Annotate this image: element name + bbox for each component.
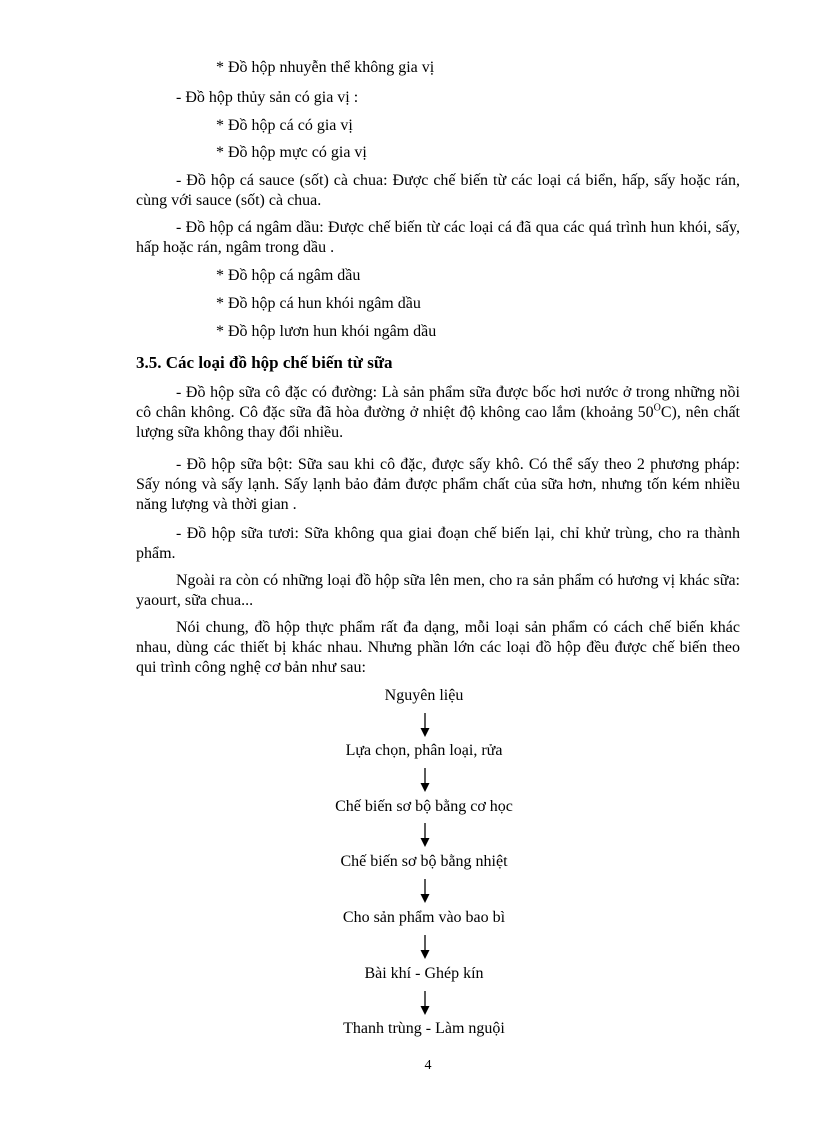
flow-step-bai-khi: Bài khí - Ghép kín xyxy=(364,965,484,982)
down-arrow-icon xyxy=(417,990,433,1016)
item-thuy-san-gia-vi: - Đồ hộp thủy sản có gia vị : xyxy=(176,89,359,106)
sua-co-dac-text-b: C), nên chất lượng sữa không thay đổi nhiều. xyxy=(136,404,741,441)
flow-step-nhiet: Chế biến sơ bộ bằng nhiệt xyxy=(340,853,508,870)
bullet-ca-gia-vi: * Đồ hộp cá có gia vị xyxy=(216,117,353,134)
paragraph-noi-chung: Nói chung, đồ hộp thực phẩm rất đa dạng, mỗi loại sản phẩm có cách chế biến khác nhau, dùng các thiết bị khác nhau. Nhưng phần lớn các loại đồ hộp đều được chế biến theo qui trình công nghệ cơ bản như sau: xyxy=(136,619,740,676)
paragraph-ca-ngam-dau: - Đồ hộp cá ngâm dầu: Được chế biến từ các loại cá đã qua các quá trình hun khói, sấy, hấp hoặc rán, ngâm trong dầu . xyxy=(136,219,740,256)
paragraph-sua-len-men: Ngoài ra còn có những loại đồ hộp sữa lên men, cho ra sản phẩm có hương vị khác sữa: yaourt, sữa chua... xyxy=(136,572,740,609)
sua-co-dac-text-a: - Đồ hộp sữa cô đặc có đường: Là sản phẩm sữa được bốc hơi nước ở trong những nồi cô chân không. Cô đặc sữa đã hòa đường ở nhiệt độ không cao lắm (khoảng 50 xyxy=(136,384,740,421)
paragraph-sua-tuoi: - Đồ hộp sữa tươi: Sữa không qua giai đoạn chế biến lại, chỉ khử trùng, cho ra thành phẩm. xyxy=(136,525,740,562)
paragraph-sua-bot: - Đồ hộp sữa bột: Sữa sau khi cô đặc, được sấy khô. Có thể sấy theo 2 phương pháp: Sấy nóng và sấy lạnh. Sấy lạnh bảo đảm được phẩm chất của sữa hơn, nhưng tốn kém nhiều năng lượng và thời gian . xyxy=(136,456,740,513)
degree-superscript: O xyxy=(653,402,661,414)
down-arrow-icon xyxy=(417,767,433,793)
flow-step-bao-bi: Cho sản phẩm vào bao bì xyxy=(342,909,506,926)
down-arrow-icon xyxy=(417,934,433,960)
bullet-ca-ngam-dau: * Đồ hộp cá ngâm dầu xyxy=(216,267,361,284)
flow-step-co-hoc: Chế biến sơ bộ bằng cơ học xyxy=(335,798,513,815)
flow-step-lua-chon: Lựa chọn, phân loại, rửa xyxy=(345,742,503,759)
paragraph-sua-co-dac xyxy=(136,383,740,443)
flow-step-nguyen-lieu: Nguyên liệu xyxy=(384,687,464,704)
section-heading: 3.5. Các loại đồ hộp chế biến từ sữa xyxy=(136,353,393,372)
flow-step-thanh-trung: Thanh trùng - Làm nguội xyxy=(343,1020,505,1037)
bullet-nhuyen-the: * Đồ hộp nhuyễn thể không gia vị xyxy=(216,59,435,76)
page-number: 4 xyxy=(424,1058,432,1073)
bullet-luon-hun-khoi: * Đồ hộp lươn hun khói ngâm dầu xyxy=(216,323,437,340)
paragraph-ca-sauce: - Đồ hộp cá sauce (sốt) cà chua: Được chế biến từ các loại cá biển, hấp, sấy hoặc rán, cùng với sauce (sốt) cà chua. xyxy=(136,172,740,209)
down-arrow-icon xyxy=(417,712,433,738)
down-arrow-icon xyxy=(417,878,433,904)
down-arrow-icon xyxy=(417,822,433,848)
bullet-muc-gia-vi: * Đồ hộp mực có gia vị xyxy=(216,144,367,161)
bullet-ca-hun-khoi: * Đồ hộp cá hun khói ngâm dầu xyxy=(216,295,421,312)
